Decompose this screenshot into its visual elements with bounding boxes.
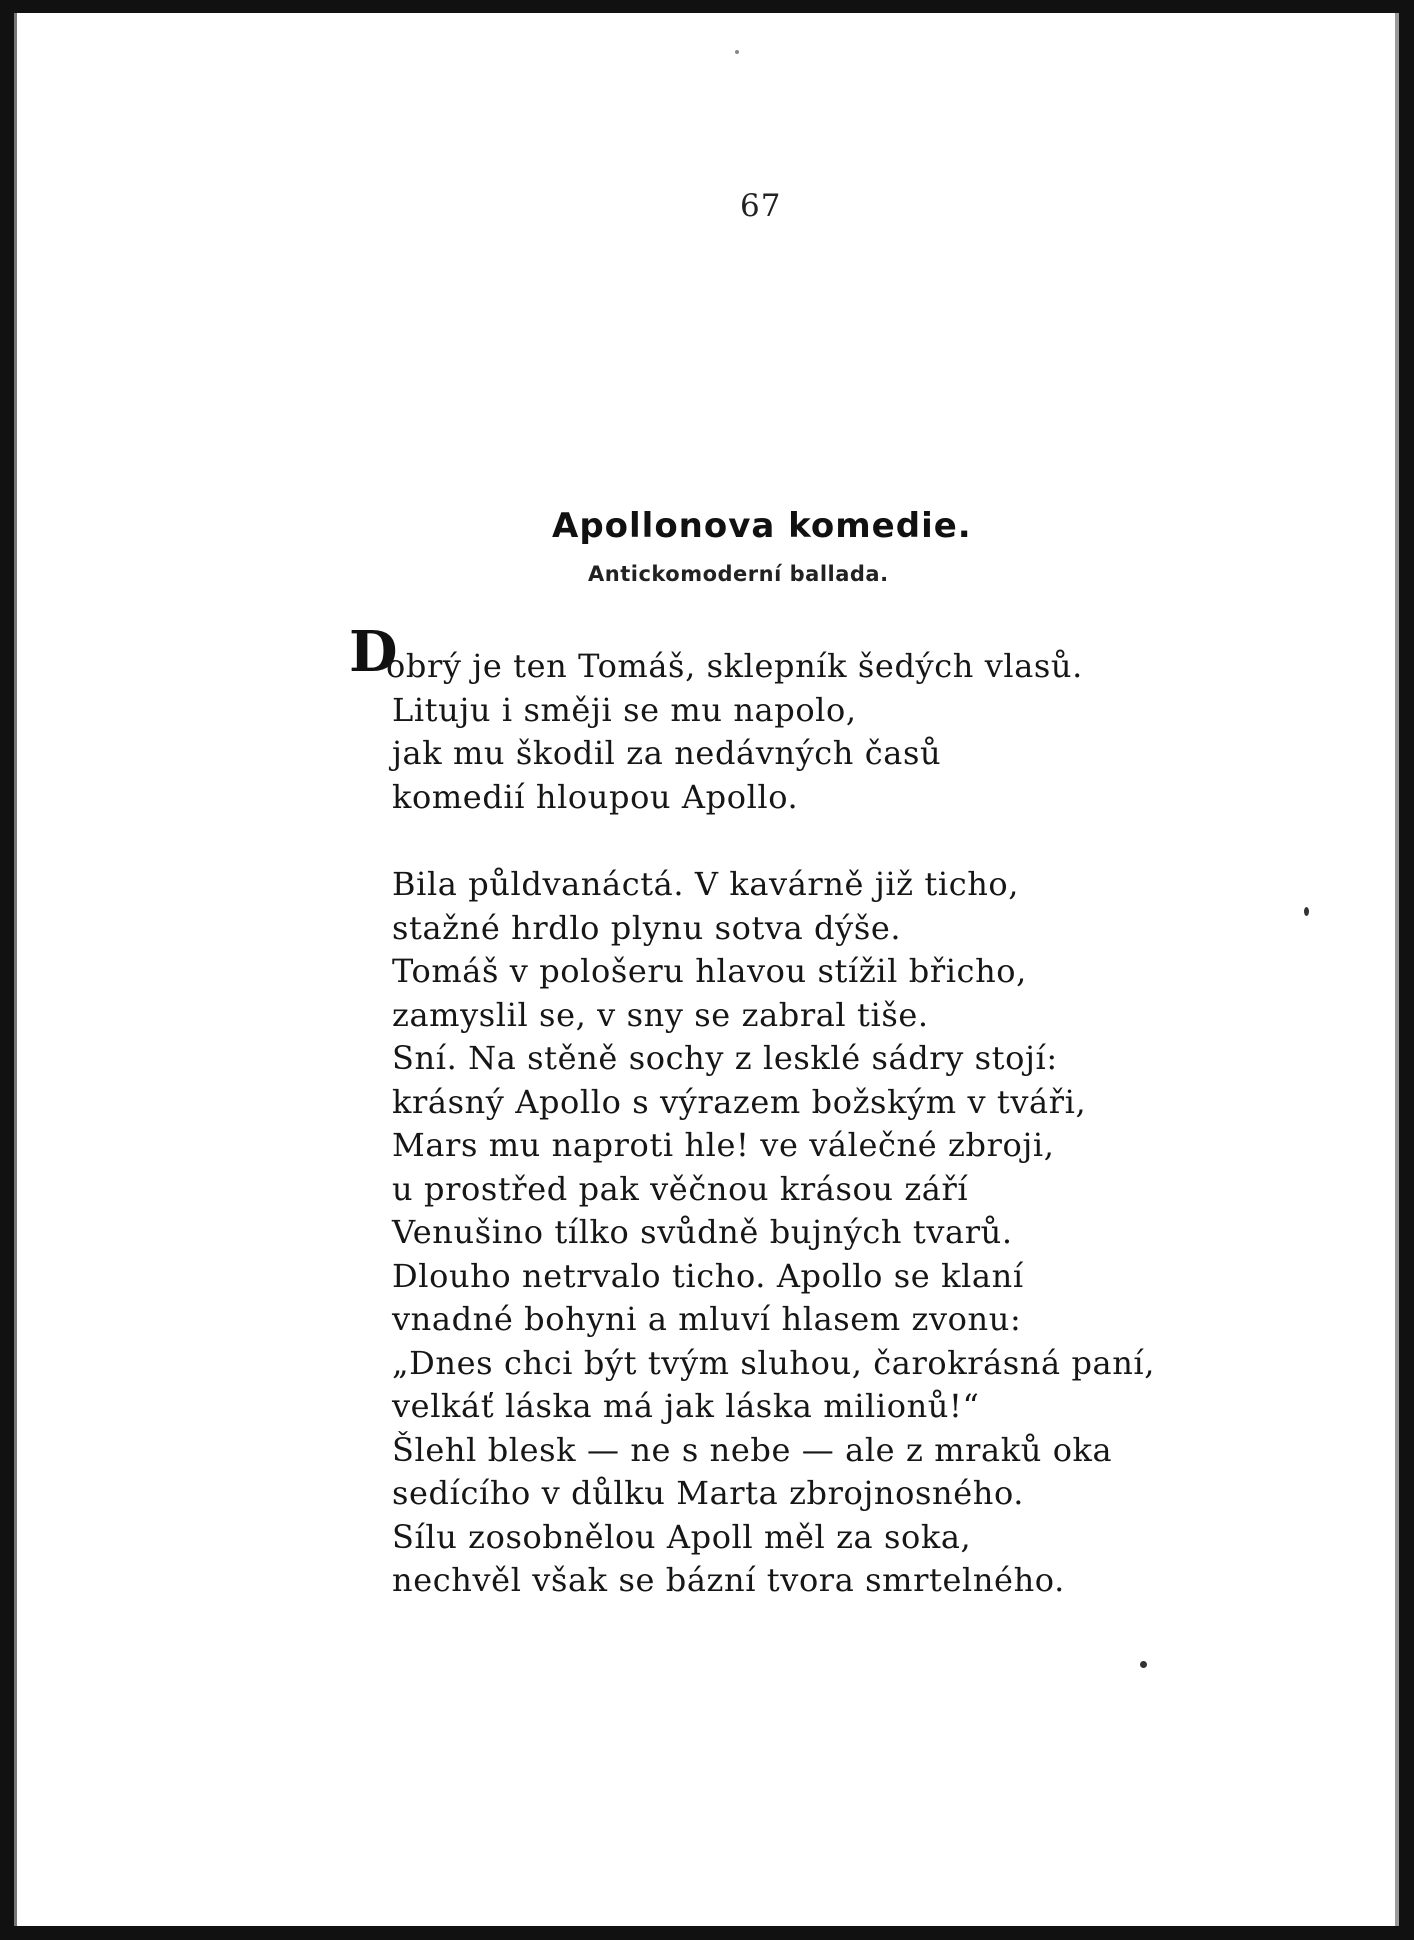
stanza-2 [392,863,1232,1603]
verse-line: vnadné bohyni a mluví hlasem zvonu: [392,1300,1022,1338]
verse-line: „Dnes chci být tvým sluhou, čarokrásná paní, [392,1343,1156,1382]
verse-line: zamyslil se, v sny se zabral tiše. [392,995,929,1034]
verse-line: Mars mu naproti hle! ve válečné zbroji, [392,1126,1055,1164]
page-number: 67 [740,188,782,224]
ink-speck [1140,1661,1147,1668]
verse-line: Tomáš v pološeru hlavou stížil břicho, [392,952,1027,990]
verse-line: velkáť láska má jak láska milionů!“ [392,1387,980,1425]
drop-cap: D [349,619,398,685]
verse-line: jak mu škodil za nedávných časů [392,734,942,772]
ink-speck [735,50,739,54]
verse-line: Venušino tílko svůdně bujných tvarů. [392,1213,1013,1251]
verse-line: sedícího v důlku Marta zbrojnosného. [392,1474,1025,1512]
verse-line: Bila půldvanáctá. V kavárně již ticho, [392,865,1020,903]
ink-speck [1304,907,1309,916]
verse-line: Sní. Na stěně sochy z lesklé sádry stojí: [392,1039,1058,1077]
verse-line: Sílu zosobnělou Apoll měl za soka, [392,1517,972,1556]
verse-line: nechvěl však se bázní tvora smrtelného. [392,1561,1065,1599]
scan-border-left [0,0,14,1940]
scan-border-top [0,0,1414,13]
poem-subtitle: Antickomoderní ballada. [588,562,889,586]
scan-border-bottom [0,1926,1414,1940]
verse-line: stažné hrdlo plynu sotva dýše. [392,908,902,947]
verse-line: u prostřed pak věčnou krásou září [392,1169,969,1208]
scan-border-right [1399,0,1414,1940]
stanza-1 [386,645,1232,819]
scan-border-left-shadow [14,13,17,1940]
verse-line: komedií hloupou Apollo. [392,777,799,816]
verse-line: Dlouho netrvalo ticho. Apollo se klaní [392,1256,1024,1295]
poem-body [386,645,1232,1603]
poem-title: Apollonova komedie. [552,506,972,546]
verse-line: Lituju i směji se mu napolo, [392,690,857,729]
verse-line: Šlehl blesk — ne s nebe — ale z mraků oka [392,1430,1113,1469]
verse-line: obrý je ten Tomáš, sklepník šedých vlasů. [386,647,1083,685]
scan-border-right-shadow [1395,13,1399,1940]
verse-line: krásný Apollo s výrazem božským v tváři, [392,1082,1087,1121]
